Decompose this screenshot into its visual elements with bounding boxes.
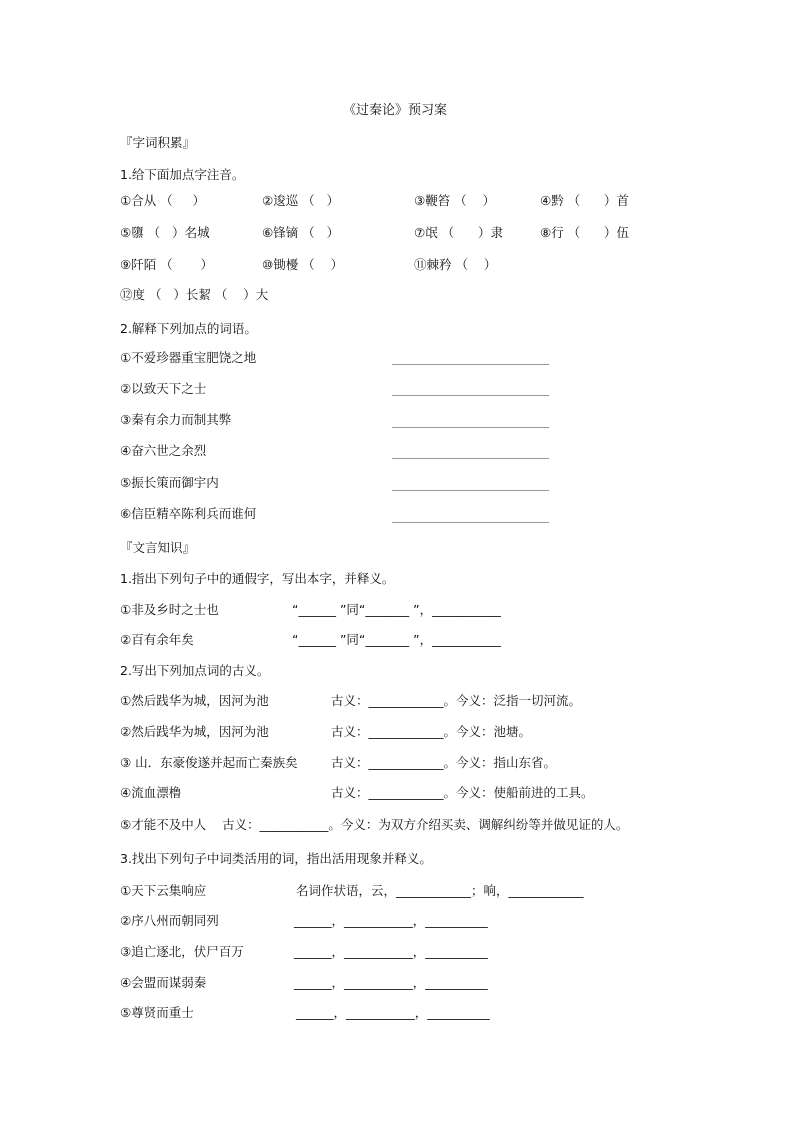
pinyin-item: ⑩锄櫌 （ ） (262, 257, 344, 272)
pinyin-item: ⑥锋镝 （ ） (262, 225, 340, 240)
answer-line[interactable] (392, 522, 549, 523)
answer-line[interactable] (392, 458, 549, 459)
ancient-answer[interactable]: 古义：____________。今义：指山东省。 (331, 755, 557, 770)
pinyin-item: ④黔 （ ）首 (540, 193, 630, 208)
word-class-sentence: ①天下云集响应 (120, 883, 207, 898)
ancient-sentence: ②然后践华为城，因河为池 (120, 724, 269, 739)
question-pinyin-stem: 1.给下面加点字注音。 (120, 167, 245, 182)
pinyin-item: ⑤隳 （ ）名城 (120, 225, 210, 240)
tongjia-sentence: ②百有余年矣 (120, 632, 194, 647)
section-header-classical: 『文言知识』 (120, 540, 196, 555)
ancient-sentence: ④流血漂橹 (120, 785, 182, 800)
word-class-answer[interactable]: ______，___________，__________ (296, 1005, 490, 1020)
word-class-answer[interactable]: ______，___________，__________ (294, 913, 488, 928)
tongjia-blank[interactable]: “______ ”同“_______ ”，___________ (292, 602, 501, 617)
explain-item: ③秦有余力而制其弊 (120, 412, 232, 427)
word-class-sentence: ③追亡逐北，伏尸百万 (120, 944, 244, 959)
explain-item: ④奋六世之余烈 (120, 443, 207, 458)
pinyin-item: ⑫度 （ ）长絜 （ ）大 (120, 287, 269, 302)
word-class-answer[interactable]: ______，___________，__________ (294, 975, 488, 990)
pinyin-item: ⑦氓 （ ）隶 (414, 225, 504, 240)
word-class-answer[interactable]: ______，___________，__________ (294, 944, 488, 959)
answer-line[interactable] (392, 427, 549, 428)
question-tongjia-stem: 1.指出下列句子中的通假字，写出本字，并释义。 (120, 571, 395, 586)
word-class-answer[interactable]: 名词作状语，云，____________；响，____________ (296, 883, 584, 898)
tongjia-blank[interactable]: “______ ”同“_______ ”，___________ (292, 632, 501, 647)
pinyin-item: ②逡巡 （ ） (262, 193, 340, 208)
pinyin-item: ⑪棘矜 （ ） (414, 257, 497, 272)
pinyin-item: ③鞭笞 （ ） (414, 193, 496, 208)
explain-item: ①不爱珍器重宝肥饶之地 (120, 350, 257, 365)
question-word-class-stem: 3.找出下列句子中词类活用的词，指出活用现象并释义。 (120, 851, 432, 866)
ancient-sentence: ①然后践华为城，因河为池 (120, 693, 269, 708)
question-explain-stem: 2.解释下列加点的词语。 (120, 321, 257, 336)
explain-item: ⑥信臣精卒陈利兵而谁何 (120, 506, 257, 521)
word-class-sentence: ②序八州而朝同列 (120, 913, 219, 928)
question-ancient-meaning-stem: 2.写出下列加点词的古义。 (120, 663, 270, 678)
answer-line[interactable] (392, 395, 549, 396)
pinyin-item: ⑧行 （ ）伍 (540, 225, 630, 240)
ancient-answer[interactable]: 古义：____________。今义：使船前进的工具。 (331, 785, 594, 800)
pinyin-item: ⑨阡陌 （ ） (120, 257, 213, 272)
ancient-item-5[interactable]: ⑤才能不及中人 古义：___________。今义：为双方介绍买卖、调解纠纷等并做见证的人。 (120, 817, 629, 832)
section-header-vocabulary: 『字词积累』 (120, 135, 196, 150)
ancient-sentence: ③ 山．东豪俊遂并起而亡秦族矣 (120, 755, 298, 770)
ancient-answer[interactable]: 古义：____________。今义：泛指一切河流。 (331, 693, 582, 708)
pinyin-item: ①合从 （ ） (120, 193, 206, 208)
answer-line[interactable] (392, 490, 549, 491)
page-title: 《过秦论》预习案 (343, 103, 448, 118)
ancient-answer[interactable]: 古义：____________。今义：池塘。 (331, 724, 532, 739)
answer-line[interactable] (392, 364, 549, 365)
tongjia-sentence: ①非及乡时之士也 (120, 602, 219, 617)
word-class-sentence: ④会盟而谋弱秦 (120, 975, 207, 990)
explain-item: ②以致天下之士 (120, 381, 207, 396)
explain-item: ⑤振长策而御宇内 (120, 475, 219, 490)
word-class-sentence: ⑤尊贤而重士 (120, 1005, 194, 1020)
